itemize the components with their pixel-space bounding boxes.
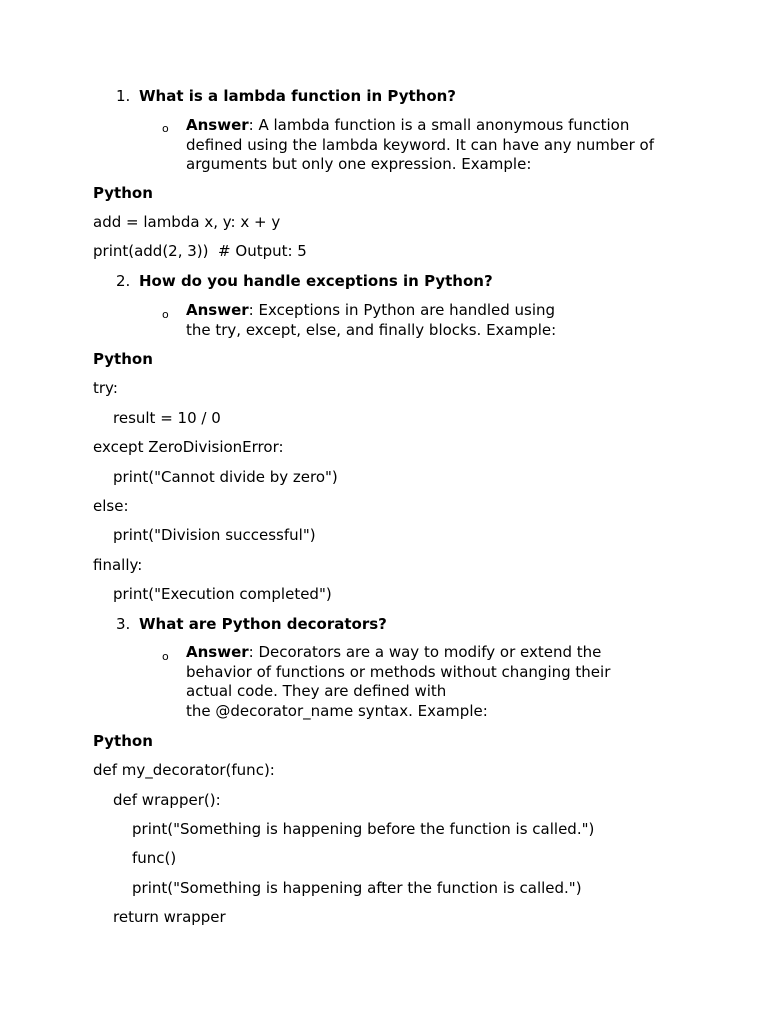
code-line: else: xyxy=(93,497,129,515)
code-line: add = lambda x, y: x + y xyxy=(93,213,281,231)
answer-paragraph xyxy=(186,116,686,175)
answer-label: Answer xyxy=(186,116,249,134)
answer-text: : A lambda function is a small anonymous function xyxy=(248,116,630,134)
question-number: 2. xyxy=(116,272,131,290)
code-line: print("Something is happening before the function is called.") xyxy=(132,820,595,838)
answer-text: : Exceptions in Python are handled using xyxy=(248,301,556,319)
answer-text: behavior of functions or methods without changing their xyxy=(186,662,611,681)
answer-paragraph xyxy=(186,301,686,340)
bullet-icon: o xyxy=(162,650,169,663)
bullet-icon: o xyxy=(162,122,169,135)
code-language-label: Python xyxy=(93,732,153,750)
question-heading: What is a lambda function in Python? xyxy=(139,87,457,105)
code-line: func() xyxy=(132,849,177,867)
code-line: def my_decorator(func): xyxy=(93,761,275,779)
answer-text: the try, except, else, and finally blocks. Example: xyxy=(186,320,557,339)
bullet-icon: o xyxy=(162,308,169,321)
question-heading: What are Python decorators? xyxy=(139,615,387,633)
code-line: try: xyxy=(93,379,118,397)
code-line: print("Something is happening after the function is called.") xyxy=(132,879,582,897)
code-line: print(add(2, 3)) # Output: 5 xyxy=(93,242,307,260)
answer-paragraph xyxy=(186,643,686,721)
code-line: def wrapper(): xyxy=(113,791,221,809)
answer-label: Answer xyxy=(186,301,249,319)
code-line: print("Execution completed") xyxy=(113,585,332,603)
question-number: 1. xyxy=(116,87,131,105)
code-line: except ZeroDivisionError: xyxy=(93,438,284,456)
code-language-label: Python xyxy=(93,184,153,202)
question-heading: How do you handle exceptions in Python? xyxy=(139,272,493,290)
code-line: print("Division successful") xyxy=(113,526,316,544)
code-line: print("Cannot divide by zero") xyxy=(113,468,338,486)
answer-label: Answer xyxy=(186,643,249,661)
code-line: result = 10 / 0 xyxy=(113,409,221,427)
answer-text: actual code. They are defined with xyxy=(186,682,447,700)
code-line: finally: xyxy=(93,556,143,574)
answer-text: defined using the lambda keyword. It can have any number of xyxy=(186,135,655,154)
code-line: return wrapper xyxy=(113,908,226,926)
code-language-label: Python xyxy=(93,350,153,368)
question-number: 3. xyxy=(116,615,131,633)
answer-text: : Decorators are a way to modify or extend the xyxy=(248,643,602,661)
answer-text: arguments but only one expression. Example: xyxy=(186,155,532,173)
answer-text: the @decorator_name syntax. Example: xyxy=(186,701,488,720)
